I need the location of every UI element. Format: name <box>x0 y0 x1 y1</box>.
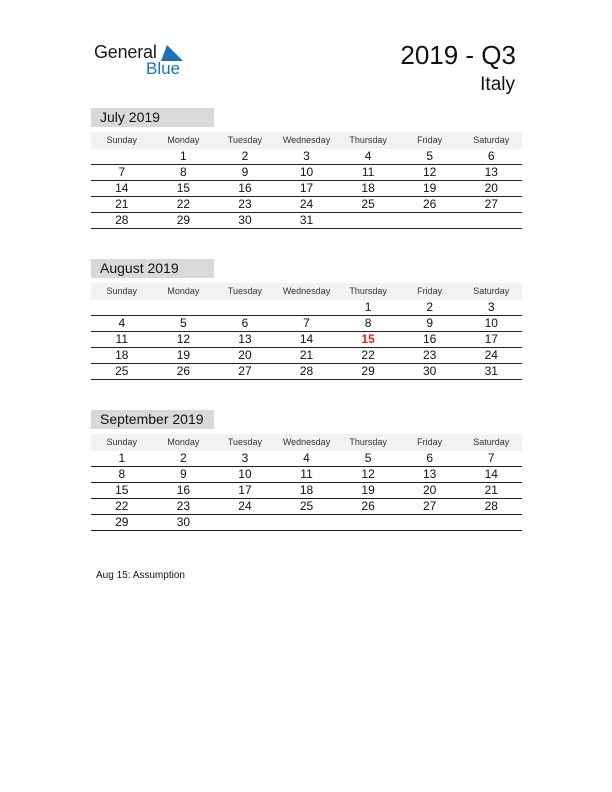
week-row <box>91 451 522 467</box>
day-cell: 27 <box>238 364 252 378</box>
day-cell <box>460 213 522 228</box>
week-row <box>91 316 522 332</box>
day-cell: 16 <box>238 181 252 195</box>
week-row <box>91 213 522 229</box>
day-cell: 6 <box>241 316 249 330</box>
day-cell: 18 <box>115 348 129 362</box>
day-cell: 5 <box>180 316 187 330</box>
day-cell: 22 <box>176 197 191 211</box>
day-cell: 30 <box>423 364 437 378</box>
day-cell: 2 <box>426 300 434 314</box>
weekday-label: Monday <box>167 135 200 145</box>
day-cell: 2 <box>241 149 249 163</box>
day-cell: 2 <box>180 451 187 465</box>
day-cell: 20 <box>238 348 252 362</box>
day-cell: 25 <box>115 364 129 378</box>
day-cell: 23 <box>423 348 437 362</box>
weekday-label: Thursday <box>349 135 387 145</box>
day-cell: 8 <box>180 165 187 179</box>
weekday-label: Saturday <box>473 437 510 447</box>
day-cell: 15 <box>115 483 129 497</box>
day-cell: 14 <box>299 332 314 346</box>
day-cell: 21 <box>484 483 498 497</box>
week-row <box>91 483 522 499</box>
day-cell: 29 <box>176 213 191 227</box>
weekday-label: Friday <box>417 437 443 447</box>
day-cell: 4 <box>303 451 310 465</box>
day-cell: 12 <box>361 467 375 481</box>
weekday-label: Thursday <box>349 286 387 296</box>
day-cell: 30 <box>238 213 252 227</box>
day-cell: 26 <box>423 197 437 211</box>
day-cell: 26 <box>361 499 375 513</box>
weekday-label: Monday <box>167 286 200 296</box>
day-cell: 19 <box>423 181 437 195</box>
day-cell: 28 <box>299 364 314 378</box>
weekday-label: Sunday <box>106 286 138 296</box>
day-cell <box>399 515 461 530</box>
day-cell: 5 <box>364 451 372 465</box>
month-july <box>91 108 522 229</box>
day-cell: 19 <box>361 483 375 497</box>
day-cell: 17 <box>484 332 498 346</box>
day-cell: 6 <box>487 149 495 163</box>
day-cell: 7 <box>487 451 495 465</box>
day-cell: 20 <box>484 181 498 195</box>
holiday-day-cell: 15 <box>361 332 375 346</box>
day-cell: 3 <box>241 451 249 465</box>
weekday-label: Sunday <box>106 135 138 145</box>
generalblue-logo <box>94 42 194 80</box>
day-cell: 3 <box>487 300 495 314</box>
day-cell: 16 <box>423 332 437 346</box>
week-row <box>91 364 522 380</box>
day-cell: 13 <box>484 165 498 179</box>
day-cell: 1 <box>180 149 187 163</box>
week-row <box>91 181 522 197</box>
week-row <box>91 348 522 364</box>
day-cell: 17 <box>299 181 314 195</box>
day-cell: 8 <box>118 467 126 481</box>
weekday-label: Friday <box>417 286 443 296</box>
month-august <box>91 259 522 380</box>
day-cell: 24 <box>238 499 252 513</box>
logo-blue-text: Blue <box>146 59 181 78</box>
weekday-header-row <box>91 283 522 300</box>
day-cell: 23 <box>176 499 191 513</box>
day-cell: 14 <box>115 181 129 195</box>
day-cell <box>276 515 338 530</box>
month-title: July 2019 <box>91 108 214 127</box>
day-cell: 29 <box>115 515 129 529</box>
day-cell <box>337 213 399 228</box>
weekday-label: Friday <box>417 135 443 145</box>
day-cell: 10 <box>238 467 252 481</box>
weekday-label: Tuesday <box>227 135 263 145</box>
day-cell <box>214 300 276 315</box>
weekday-label: Tuesday <box>227 437 263 447</box>
day-cell: 11 <box>300 467 313 481</box>
day-cell: 12 <box>423 165 437 179</box>
day-cell: 11 <box>361 165 375 179</box>
weekday-label: Tuesday <box>227 286 263 296</box>
day-cell: 31 <box>299 213 314 227</box>
day-cell <box>337 515 399 530</box>
day-cell: 10 <box>299 165 314 179</box>
day-cell: 16 <box>176 483 191 497</box>
day-cell: 4 <box>364 149 372 163</box>
month-september <box>91 410 522 531</box>
day-cell: 22 <box>361 348 375 362</box>
day-cell: 9 <box>241 165 249 179</box>
day-cell: 21 <box>115 197 129 211</box>
day-cell: 19 <box>176 348 191 362</box>
day-cell <box>214 515 276 530</box>
day-cell: 8 <box>364 316 372 330</box>
day-cell: 24 <box>299 197 314 211</box>
weekday-label: Saturday <box>473 135 510 145</box>
weekday-label: Sunday <box>106 437 138 447</box>
week-row <box>91 332 522 348</box>
day-cell: 27 <box>423 499 437 513</box>
day-cell: 4 <box>118 316 126 330</box>
day-cell: 18 <box>361 181 375 195</box>
day-cell: 17 <box>238 483 252 497</box>
weekday-label: Wednesday <box>282 286 331 296</box>
weekday-header-row <box>91 132 522 149</box>
day-cell: 9 <box>180 467 187 481</box>
day-cell: 10 <box>484 316 498 330</box>
day-cell: 27 <box>484 197 498 211</box>
country-name: Italy <box>480 74 515 95</box>
day-cell: 24 <box>484 348 498 362</box>
week-row <box>91 197 522 213</box>
day-cell: 11 <box>115 332 129 346</box>
day-cell: 13 <box>238 332 252 346</box>
day-cell: 14 <box>484 467 498 481</box>
day-cell: 6 <box>426 451 434 465</box>
day-cell: 18 <box>299 483 314 497</box>
day-cell <box>399 213 461 228</box>
day-cell: 1 <box>118 451 126 465</box>
weekday-header-row <box>91 434 522 451</box>
weekday-label: Monday <box>167 437 200 447</box>
day-cell: 9 <box>426 316 434 330</box>
week-row <box>91 467 522 483</box>
day-cell <box>91 149 153 164</box>
day-cell: 25 <box>299 499 314 513</box>
week-row <box>91 499 522 515</box>
day-cell: 28 <box>484 499 498 513</box>
day-cell: 7 <box>303 316 310 330</box>
day-cell <box>460 515 522 530</box>
day-cell: 30 <box>176 515 191 529</box>
day-cell: 31 <box>484 364 498 378</box>
month-title: August 2019 <box>91 259 214 278</box>
holiday-notes <box>96 570 185 581</box>
day-cell: 12 <box>176 332 191 346</box>
holiday-note: Aug 15: Assumption <box>96 570 185 581</box>
week-row <box>91 165 522 181</box>
day-cell: 29 <box>361 364 375 378</box>
day-cell: 5 <box>426 149 434 163</box>
day-cell: 7 <box>118 165 126 179</box>
page-title: 2019 - Q3 <box>400 40 516 70</box>
day-cell: 25 <box>361 197 375 211</box>
day-cell <box>153 300 215 315</box>
weekday-label: Saturday <box>473 286 510 296</box>
day-cell: 15 <box>176 181 191 195</box>
day-cell: 26 <box>176 364 191 378</box>
day-cell: 1 <box>364 300 372 314</box>
day-cell: 22 <box>115 499 129 513</box>
month-title: September 2019 <box>91 410 214 429</box>
day-cell: 21 <box>299 348 314 362</box>
week-row <box>91 149 522 165</box>
week-row <box>91 515 522 531</box>
day-cell: 3 <box>303 149 310 163</box>
day-cell <box>276 300 338 315</box>
logo-general-text: General <box>94 42 157 62</box>
weekday-label: Wednesday <box>282 135 331 145</box>
day-cell: 13 <box>423 467 437 481</box>
weekday-label: Thursday <box>349 437 387 447</box>
day-cell: 23 <box>238 197 252 211</box>
day-cell: 20 <box>423 483 437 497</box>
weekday-label: Wednesday <box>282 437 331 447</box>
week-row <box>91 300 522 316</box>
day-cell <box>91 300 153 315</box>
day-cell: 28 <box>115 213 129 227</box>
